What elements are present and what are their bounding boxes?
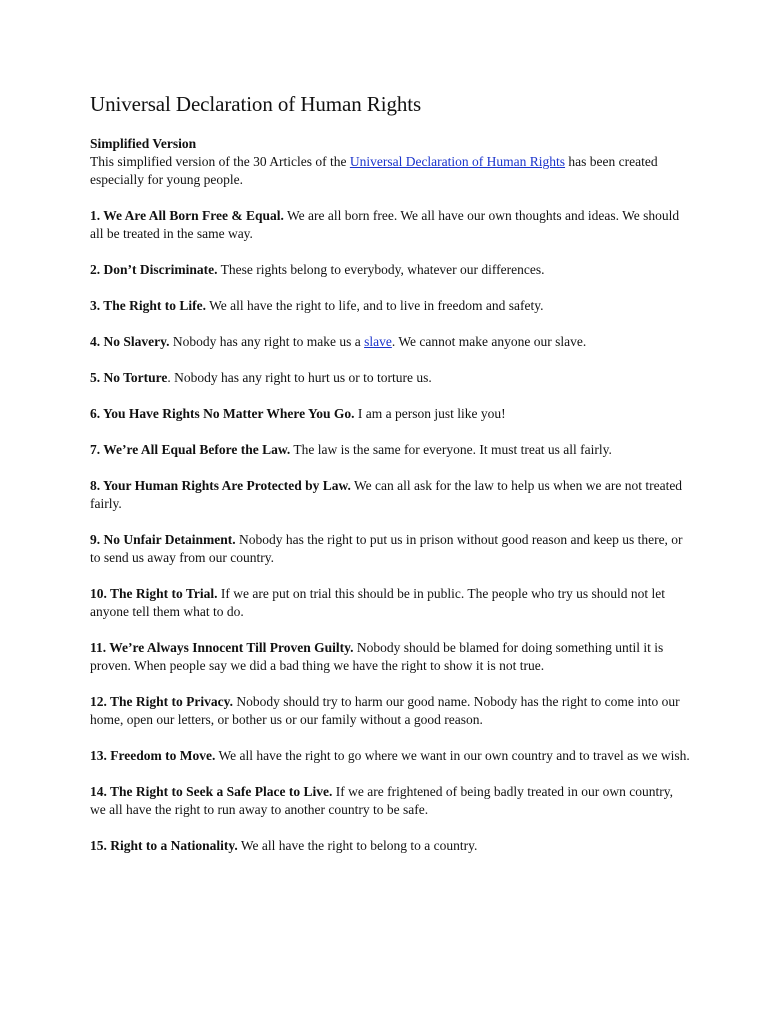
article-text-after: . We cannot make anyone our slave. [391, 334, 587, 350]
article-heading: 14. The Right to Seek a Safe Place to Live. [90, 784, 333, 800]
article-text: We all have the right to go where we want in our own country and to travel as we wish. [215, 748, 690, 764]
article-3 [90, 297, 690, 315]
article-heading: 15. Right to a Nationality. [90, 838, 238, 854]
document-page [90, 92, 690, 873]
article-text: . Nobody has any right to hurt us or to torture us. [167, 370, 432, 386]
article-text: We all have the right to life, and to live in freedom and safety. [206, 298, 544, 314]
article-14 [90, 783, 690, 819]
article-text: If we are put on trial this should be in public. The people who try us should not let anyone tell them what to do. [90, 586, 665, 620]
document-title: Universal Declaration of Human Rights [90, 92, 422, 116]
article-text: I am a person just like you! [354, 406, 506, 422]
article-text: Nobody has the right to put us in prison without good reason and keep us there, or to send us away from our country. [90, 532, 683, 566]
intro-paragraph [90, 153, 690, 189]
article-11 [90, 639, 690, 675]
article-heading: 8. Your Human Rights Are Protected by Law. [90, 478, 351, 494]
article-heading: 9. No Unfair Detainment. [90, 532, 236, 548]
article-text: We all have the right to belong to a country. [237, 838, 478, 854]
article-heading: 7. We’re All Equal Before the Law. [90, 442, 291, 458]
article-text: If we are frightened of being badly treated in our own country, we all have the right to run away to another country to be safe. [90, 784, 673, 818]
article-heading: 5. No Torture [90, 370, 168, 386]
article-heading: 10. The Right to Trial. [90, 586, 218, 602]
article-8 [90, 477, 690, 513]
article-text: We can all ask for the law to help us when we are not treated fairly. [90, 478, 683, 512]
article-text: The law is the same for everyone. It must treat us all fairly. [290, 442, 612, 458]
slave-link[interactable]: slave [364, 334, 392, 350]
article-heading: 1. We Are All Born Free & Equal. [90, 208, 284, 224]
article-15 [90, 837, 690, 855]
article-text-before: Nobody has any right to make us a [169, 334, 365, 350]
article-10 [90, 585, 690, 621]
article-heading: 6. You Have Rights No Matter Where You Go. [90, 406, 355, 422]
intro-text-before: This simplified version of the 30 Articles of the [90, 154, 350, 170]
article-heading: 12. The Right to Privacy. [90, 694, 233, 710]
udhr-link[interactable]: Universal Declaration of Human Rights [349, 154, 566, 170]
article-5 [90, 369, 690, 387]
document-subtitle: Simplified Version [90, 136, 197, 152]
article-9 [90, 531, 690, 567]
article-heading: 2. Don’t Discriminate. [90, 262, 218, 278]
article-heading: 13. Freedom to Move. [90, 748, 216, 764]
article-1 [90, 207, 690, 243]
intro-text-after: has been created especially for young people. [90, 154, 658, 188]
article-text: These rights belong to everybody, whatever our differences. [217, 262, 545, 278]
article-7 [90, 441, 690, 459]
article-12 [90, 693, 690, 729]
article-heading: 4. No Slavery. [90, 334, 170, 350]
article-4 [90, 333, 690, 351]
article-text: Nobody should try to harm our good name. Nobody has the right to come into our home, open our letters, or bother us or our family without a good reason. [90, 694, 680, 728]
article-heading: 3. The Right to Life. [90, 298, 207, 314]
article-heading: 11. We’re Always Innocent Till Proven Guilty. [90, 640, 354, 656]
article-13 [90, 747, 690, 765]
article-2 [90, 261, 690, 279]
article-text: We are all born free. We all have our own thoughts and ideas. We should all be treated in the same way. [90, 208, 680, 242]
article-text: Nobody should be blamed for doing something until it is proven. When people say we did a bad thing we have the right to show it is not true. [90, 640, 664, 674]
article-6 [90, 405, 690, 423]
